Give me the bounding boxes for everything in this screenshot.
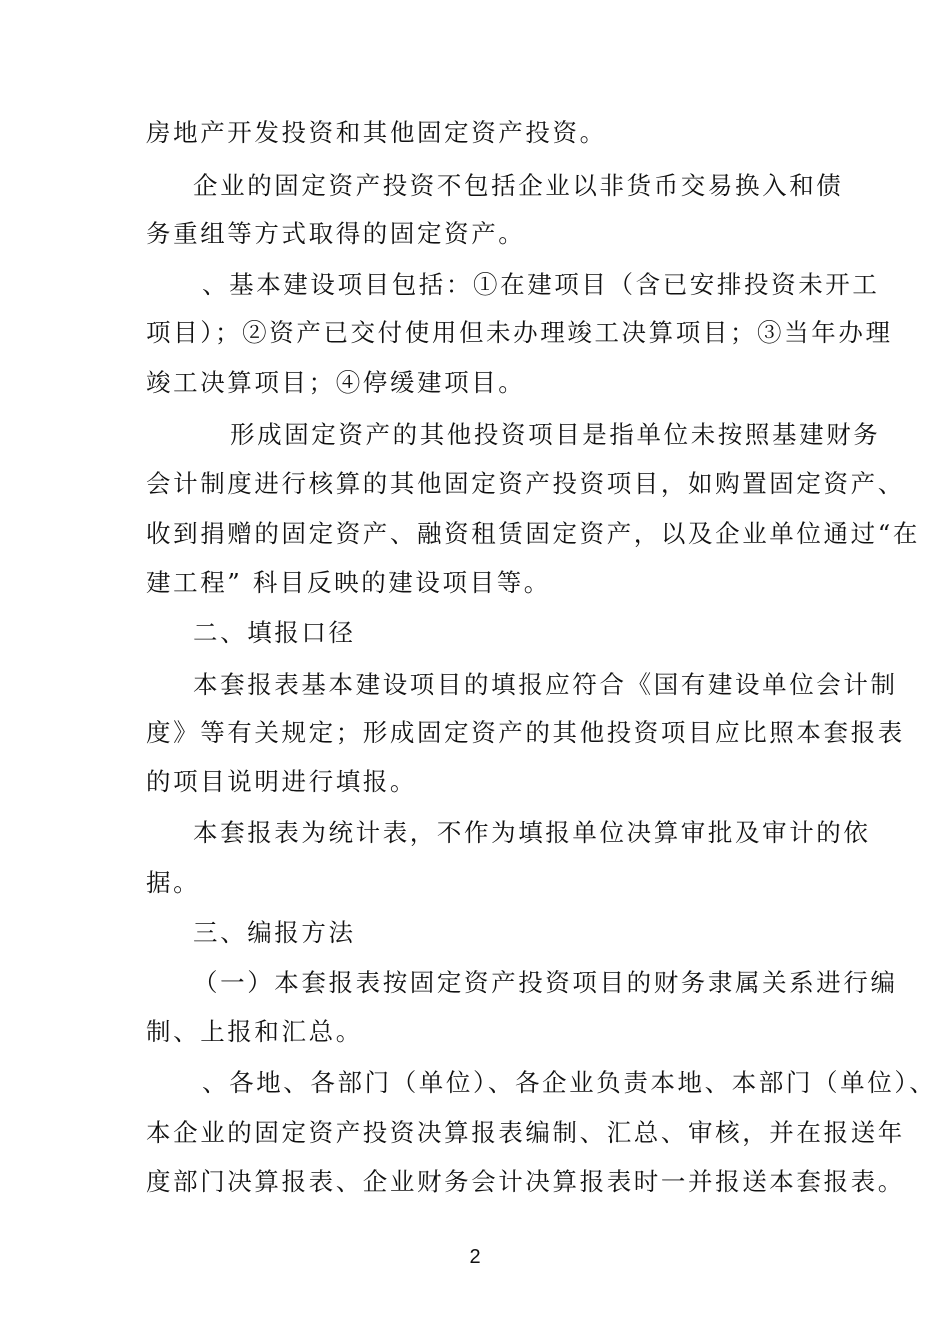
paragraph-line: 、各地、各部门（单位）、各企业负责本地、本部门（单位）、 <box>202 1068 937 1097</box>
paragraph-line: 制、上报和汇总。 <box>146 1017 363 1046</box>
paragraph-line: 项目）；②资产已交付使用但未办理竣工决算项目；③当年办理 <box>146 318 893 347</box>
paragraph-line: 本套报表为统计表，不作为填报单位决算审批及审计的依 <box>193 818 871 847</box>
paragraph-line: 房地产开发投资和其他固定资产投资。 <box>146 118 607 147</box>
paragraph-line: 据。 <box>146 868 201 897</box>
page-number: 2 <box>469 1246 481 1268</box>
paragraph-line: 务重组等方式取得的固定资产。 <box>146 219 526 248</box>
paragraph-line: （一）本套报表按固定资产投资项目的财务隶属关系进行编 <box>193 968 898 997</box>
paragraph-line: 形成固定资产的其他投资项目是指单位未按照基建财务 <box>230 420 881 449</box>
paragraph-line: 本企业的固定资产投资决算报表编制、汇总、审核，并在报送年 <box>146 1118 905 1147</box>
paragraph-line: 本套报表基本建设项目的填报应符合《国有建设单位会计制 <box>193 670 898 699</box>
paragraph-line: 竣工决算项目；④停缓建项目。 <box>146 368 526 397</box>
paragraph-line: 、基本建设项目包括：①在建项目（含已安排投资未开工 <box>202 270 880 299</box>
section-heading: 三、编报方法 <box>193 918 356 947</box>
paragraph-line: 企业的固定资产投资不包括企业以非货币交易换入和债 <box>193 171 844 200</box>
paragraph-line: 的项目说明进行填报。 <box>146 767 417 796</box>
paragraph-line: 建工程” 科目反映的建设项目等。 <box>146 568 551 597</box>
section-heading: 二、填报口径 <box>193 618 356 647</box>
paragraph-line: 度部门决算报表、企业财务会计决算报表时一并报送本套报表。 <box>146 1167 905 1196</box>
paragraph-line: 会计制度进行核算的其他固定资产投资项目，如购置固定资产、 <box>146 469 905 498</box>
paragraph-line: 度》等有关规定；形成固定资产的其他投资项目应比照本套报表 <box>146 718 905 747</box>
paragraph-line: 收到捐赠的固定资产、融资租赁固定资产，以及企业单位通过“在 <box>146 519 920 548</box>
